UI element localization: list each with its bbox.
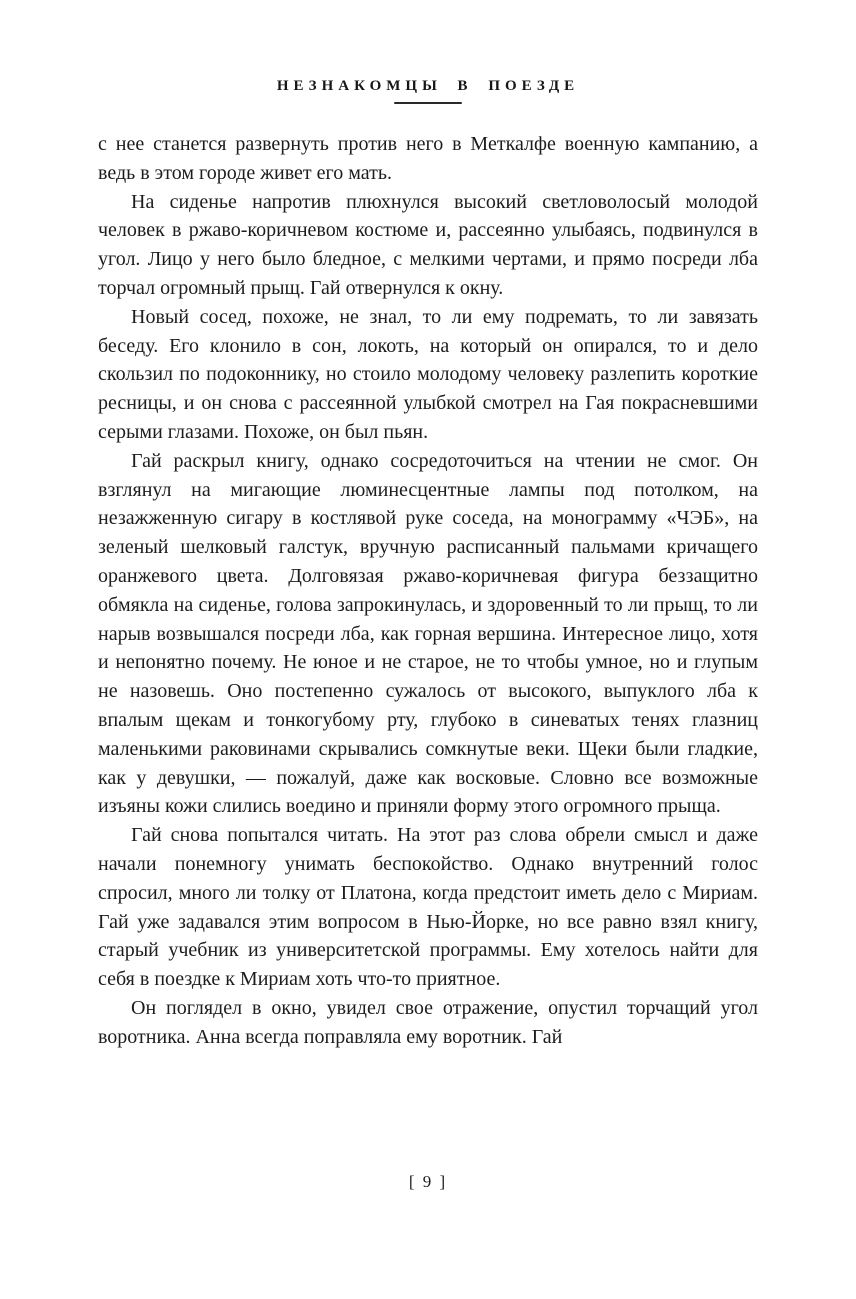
- paragraph: с нее станется развернуть против него в Меткалфе военную кампанию, а ведь в этом городе живет его мать.: [98, 133, 758, 184]
- running-title: НЕЗНАКОМЦЫ В ПОЕЗДЕ: [276, 78, 580, 94]
- page-number: [ 9 ]: [408, 1172, 448, 1191]
- paragraph: На сиденье напротив плюхнулся высокий светловолосый молодой человек в ржаво-коричневом костюме и, рассеянно улыбаясь, подвинулся в угол. Лицо у него было бледное, с мелкими чертами, и прямо посреди лба торчал огромный прыщ. Гай отвернулся к окну.: [98, 190, 758, 299]
- paragraph: Он поглядел в окно, увидел свое отражение, опустил торчащий угол воротника. Анна всегда поправляла ему воротник. Гай: [98, 996, 758, 1048]
- page-body: [98, 130, 758, 1052]
- paragraph: Гай раскрыл книгу, однако сосредоточиться на чтении не смог. Он взглянул на мигающие люминесцентные лампы под потолком, на незажженную сигару в костлявой руке соседа, на монограмму «ЧЭБ», на зеленый шелковый галстук, вручную расписанный пальмами кричащего оранжевого цвета. Долговязая ржаво-коричневая фигура беззащитно обмякла на сиденье, голова запрокинулась, и здоровенный то ли прыщ, то ли нарыв возвышался посреди лба, как горная вершина. Интересное лицо, хотя и непонятно почему. Не юное и не старое, не то чтобы умное, но и глупым не назовешь. Оно постепенно сужалось от высокого, выпуклого лба к впалым щекам и тонкогубому рту, глубоко в синеватых тенях глазниц маленькими раковинами скрывались сомкнутые веки. Щеки были гладкие, как у девушки, — пожалуй, даже как восковые. Словно все возможные изъяны кожи слились воедино и приняли форму этого огромного прыща.: [98, 449, 758, 818]
- page-header: [98, 78, 758, 104]
- paragraph: Гай снова попытался читать. На этот раз слова обрели смысл и даже начали понемногу унимать беспокойство. Однако внутренний голос спросил, много ли толку от Платона, когда предстоит иметь дело с Мириам. Гай уже задавался этим вопросом в Нью-Йорке, но все равно взял книгу, старый учебник из университетской программы. Ему хотелось найти для себя в поездке к Мириам хоть что-то приятное.: [98, 824, 758, 991]
- page-footer: [0, 1172, 856, 1192]
- paragraph: Новый сосед, похоже, не знал, то ли ему подремать, то ли завязать беседу. Его клонило в сон, локоть, на который он опирался, то и дело скользил по подоконнику, но стоило молодому человеку разлепить короткие ресницы, и он снова с рассеянной улыбкой смотрел на Гая покрасневшими серыми глазами. Похоже, он был пьян.: [98, 305, 758, 443]
- header-rule-ornament: [394, 102, 462, 104]
